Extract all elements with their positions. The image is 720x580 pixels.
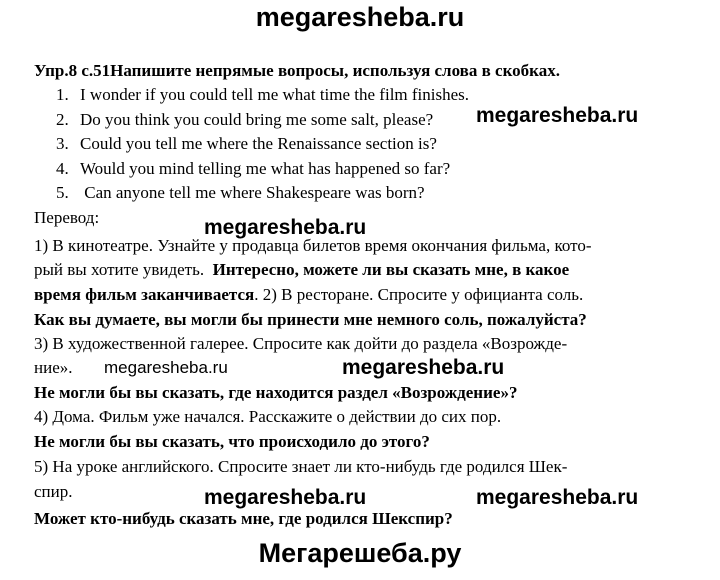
task-title: Упр.8 с.51Напишите непрямые вопросы, используя слова в скобках. — [34, 61, 560, 80]
answer-number: 5. — [56, 183, 69, 202]
translation-line: ние». — [34, 358, 73, 377]
translation-line: 5) На уроке английского. Спросите знает ли кто-нибудь где родился Шек- — [34, 457, 568, 476]
answer-number: 3. — [56, 134, 69, 153]
watermark-small: megaresheba.ru — [104, 358, 228, 377]
translation-line: 3) В художественной галерее. Спросите как дойти до раздела «Возрожде- — [34, 334, 568, 353]
watermark-top: megaresheba.ru — [255, 2, 465, 32]
answer-item-3 — [56, 133, 437, 155]
answer-text: Can anyone tell me where Shakespeare was born? — [80, 183, 425, 202]
answer-number: 1. — [56, 85, 69, 104]
answer-text: Could you tell me where the Renaissance section is? — [80, 134, 437, 153]
translation-line: 4) Дома. Фильм уже начался. Расскажите о действии до сих пор. — [34, 407, 502, 426]
translation-line: Не могли бы вы сказать, что происходило до этого? — [34, 432, 430, 451]
watermark-mid: megaresheba.ru — [476, 104, 639, 127]
translation-line: спир. — [34, 482, 73, 501]
translation-line: 1) В кинотеатре. Узнайте у продавца билетов время окончания фильма, кото- — [34, 236, 592, 255]
translation-line: Может кто-нибудь сказать мне, где родился Шекспир? — [34, 509, 453, 528]
translation-line: Как вы думаете, вы могли бы принести мне немного соль, пожалуйста? — [34, 310, 587, 329]
answer-item-4 — [56, 158, 450, 180]
answer-text: I wonder if you could tell me what time the film finishes. — [80, 85, 470, 104]
translation-line — [34, 259, 569, 281]
answer-item-5 — [56, 182, 425, 204]
answer-item-2 — [56, 109, 433, 131]
translation-line — [34, 284, 583, 306]
watermark-mid: megaresheba.ru — [204, 486, 367, 509]
translation-text: рый вы хотите увидеть. — [34, 260, 205, 279]
translation-bold-text: время фильм заканчивается — [34, 285, 255, 304]
watermark-bottom: Мегарешеба.ру — [258, 538, 462, 568]
answer-number: 2. — [56, 110, 69, 129]
translation-line: Не могли бы вы сказать, где находится раздел «Возрождение»? — [34, 383, 518, 402]
translation-bold-text: Интересно, можете ли вы сказать мне, в какое — [212, 260, 570, 279]
answer-item-1 — [56, 84, 469, 106]
watermark-mid: megaresheba.ru — [476, 486, 639, 509]
translation-heading: Перевод: — [34, 208, 100, 227]
translation-text: . 2) В ресторане. Спросите у официанта соль. — [254, 285, 584, 304]
watermark-mid: megaresheba.ru — [342, 356, 505, 379]
answer-text: Would you mind telling me what has happened so far? — [80, 159, 451, 178]
watermark-mid: megaresheba.ru — [204, 216, 367, 239]
answer-text: Do you think you could bring me some salt, please? — [80, 110, 434, 129]
answer-number: 4. — [56, 159, 69, 178]
